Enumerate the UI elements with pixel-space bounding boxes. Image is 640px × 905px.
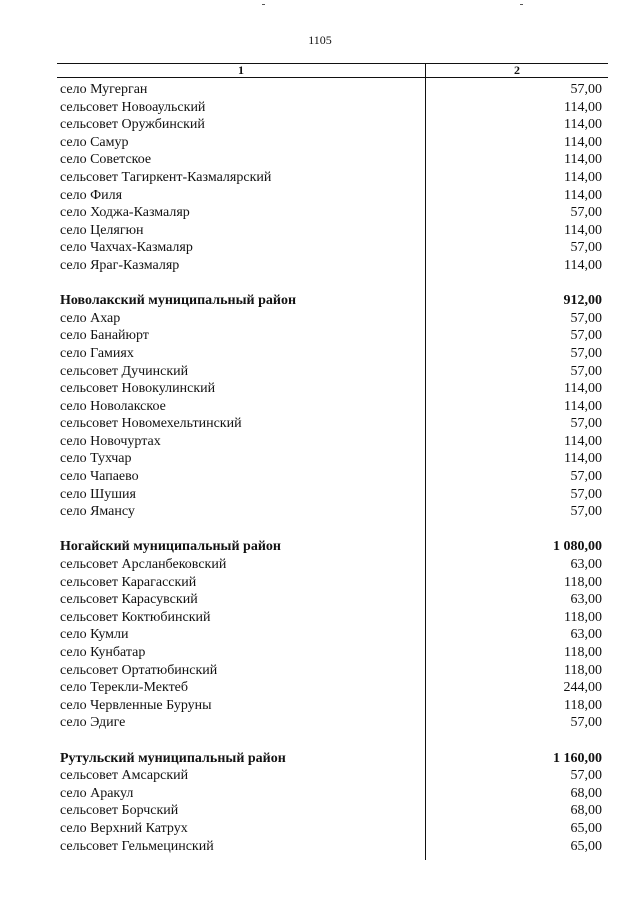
district-total: 1 080,00 bbox=[553, 539, 602, 555]
settlement-name: село Гамиях bbox=[60, 345, 134, 361]
settlement-value: 57,00 bbox=[570, 240, 602, 256]
settlement-name: сельсовет Коктюбинский bbox=[60, 609, 211, 625]
settlement-name: село Новочуртах bbox=[60, 433, 161, 449]
settlement-name: село Верхний Катрух bbox=[60, 820, 188, 836]
table-row bbox=[57, 556, 608, 574]
district-total: 912,00 bbox=[563, 293, 602, 309]
settlement-name: сельсовет Новомехельтинский bbox=[60, 416, 242, 432]
district-row bbox=[57, 538, 608, 556]
settlement-value: 118,00 bbox=[564, 574, 602, 590]
settlement-name: сельсовет Арсланбековский bbox=[60, 557, 227, 573]
table-row bbox=[57, 415, 608, 433]
settlement-name: село Филя bbox=[60, 187, 123, 203]
settlement-name: село Червленные Буруны bbox=[60, 697, 212, 713]
table-row bbox=[57, 785, 608, 803]
table-body bbox=[57, 81, 608, 855]
settlement-name: село Мугерган bbox=[60, 82, 148, 97]
table-row bbox=[57, 345, 608, 363]
settlement-name: сельсовет Новокулинский bbox=[60, 381, 216, 397]
spacer-row bbox=[57, 521, 608, 539]
settlement-value: 114,00 bbox=[564, 257, 602, 273]
settlement-value: 114,00 bbox=[564, 433, 602, 449]
settlement-value: 118,00 bbox=[564, 645, 602, 660]
allocation-table bbox=[57, 63, 608, 860]
page-number: 1105 bbox=[308, 33, 332, 47]
settlement-name: сельсовет Карасувский bbox=[60, 592, 198, 608]
scan-mark bbox=[520, 4, 523, 5]
settlement-value: 57,00 bbox=[570, 504, 602, 520]
scan-mark bbox=[262, 4, 265, 5]
settlement-name: село Тухчар bbox=[60, 451, 132, 467]
table-row bbox=[57, 679, 608, 697]
table-row bbox=[57, 468, 608, 486]
settlement-name: село Самур bbox=[60, 134, 129, 150]
settlement-value: 65,00 bbox=[570, 838, 602, 854]
settlement-value: 118,00 bbox=[564, 662, 602, 678]
settlement-value: 57,00 bbox=[570, 416, 602, 432]
table-row bbox=[57, 820, 608, 838]
settlement-name: сельсовет Оружбинский bbox=[60, 117, 205, 133]
settlement-value: 63,00 bbox=[570, 627, 602, 643]
settlement-value: 57,00 bbox=[570, 310, 602, 326]
table-row bbox=[57, 222, 608, 240]
settlement-name: село Ахар bbox=[60, 310, 121, 326]
settlement-value: 118,00 bbox=[564, 609, 602, 625]
district-name: Ногайский муниципальный район bbox=[60, 539, 281, 555]
settlement-name: село Советское bbox=[60, 152, 152, 168]
settlement-name: сельсовет Борчский bbox=[60, 803, 179, 819]
settlement-value: 57,00 bbox=[570, 715, 602, 731]
settlement-value: 114,00 bbox=[564, 169, 602, 185]
table-row bbox=[57, 714, 608, 732]
table-row bbox=[57, 838, 608, 856]
table-row bbox=[57, 239, 608, 257]
settlement-value: 114,00 bbox=[564, 99, 602, 115]
settlement-name: сельсовет Ортатюбинский bbox=[60, 662, 218, 678]
settlement-value: 57,00 bbox=[570, 768, 602, 784]
table-header-rule bbox=[57, 77, 608, 78]
settlement-name: сельсовет Карагасский bbox=[60, 574, 197, 590]
settlement-name: село Кунбатар bbox=[60, 645, 146, 660]
settlement-name: село Шушия bbox=[60, 486, 136, 502]
settlement-name: село Новолакское bbox=[60, 398, 166, 414]
table-row bbox=[57, 644, 608, 662]
table-row bbox=[57, 574, 608, 592]
settlement-name: сельсовет Новоаульский bbox=[60, 99, 206, 115]
settlement-value: 63,00 bbox=[570, 592, 602, 608]
settlement-value: 57,00 bbox=[570, 469, 602, 485]
settlement-value: 114,00 bbox=[564, 398, 602, 414]
table-row bbox=[57, 380, 608, 398]
settlement-value: 118,00 bbox=[564, 697, 602, 713]
district-name: Новолакский муниципальный район bbox=[60, 293, 297, 309]
table-row bbox=[57, 363, 608, 381]
settlement-name: село Кумли bbox=[60, 627, 129, 643]
settlement-value: 68,00 bbox=[570, 785, 602, 801]
settlement-value: 63,00 bbox=[570, 557, 602, 573]
settlement-value: 114,00 bbox=[564, 134, 602, 150]
column-header-1: 1 bbox=[238, 63, 244, 77]
table-row bbox=[57, 398, 608, 416]
settlement-name: село Ходжа-Казмаляр bbox=[60, 205, 190, 221]
settlement-value: 114,00 bbox=[564, 451, 602, 467]
table-row bbox=[57, 187, 608, 205]
settlement-value: 114,00 bbox=[564, 381, 602, 397]
settlement-value: 57,00 bbox=[570, 82, 602, 97]
table-row bbox=[57, 609, 608, 627]
table-row bbox=[57, 169, 608, 187]
table-row bbox=[57, 486, 608, 504]
spacer-row bbox=[57, 275, 608, 293]
spacer-row bbox=[57, 732, 608, 750]
settlement-name: село Ямансу bbox=[60, 504, 135, 520]
settlement-value: 65,00 bbox=[570, 820, 602, 836]
settlement-name: село Аракул bbox=[60, 785, 134, 801]
table-row bbox=[57, 134, 608, 152]
table-row bbox=[57, 450, 608, 468]
settlement-value: 114,00 bbox=[564, 187, 602, 203]
settlement-name: село Чахчах-Казмаляр bbox=[60, 240, 193, 256]
district-name: Рутульский муниципальный район bbox=[60, 750, 286, 766]
table-row bbox=[57, 116, 608, 134]
settlement-name: сельсовет Амсарский bbox=[60, 768, 189, 784]
settlement-name: село Терекли-Мектеб bbox=[60, 680, 189, 696]
settlement-name: село Яраг-Казмаляр bbox=[60, 257, 180, 273]
table-row bbox=[57, 81, 608, 99]
table-row bbox=[57, 503, 608, 521]
table-row bbox=[57, 626, 608, 644]
table-row bbox=[57, 204, 608, 222]
table-row bbox=[57, 151, 608, 169]
column-header-2: 2 bbox=[514, 63, 520, 77]
settlement-value: 114,00 bbox=[564, 117, 602, 133]
table-row bbox=[57, 802, 608, 820]
table-row bbox=[57, 767, 608, 785]
settlement-value: 114,00 bbox=[564, 152, 602, 168]
district-row bbox=[57, 292, 608, 310]
settlement-value: 57,00 bbox=[570, 328, 602, 344]
settlement-name: сельсовет Дучинский bbox=[60, 363, 189, 379]
settlement-name: сельсовет Гельмецинский bbox=[60, 838, 214, 854]
settlement-name: село Чапаево bbox=[60, 469, 139, 485]
table-row bbox=[57, 310, 608, 328]
settlement-name: село Банайюрт bbox=[60, 328, 149, 344]
table-row bbox=[57, 99, 608, 117]
settlement-name: село Целягюн bbox=[60, 222, 144, 238]
settlement-value: 57,00 bbox=[570, 486, 602, 502]
settlement-value: 68,00 bbox=[570, 803, 602, 819]
table-row bbox=[57, 591, 608, 609]
settlement-name: сельсовет Тагиркент-Казмалярский bbox=[60, 169, 272, 185]
table-row bbox=[57, 697, 608, 715]
district-row bbox=[57, 750, 608, 768]
table-row bbox=[57, 433, 608, 451]
district-total: 1 160,00 bbox=[553, 750, 602, 766]
settlement-value: 57,00 bbox=[570, 205, 602, 221]
settlement-name: село Эдиге bbox=[60, 715, 126, 731]
table-row bbox=[57, 662, 608, 680]
table-row bbox=[57, 327, 608, 345]
settlement-value: 114,00 bbox=[564, 222, 602, 238]
settlement-value: 244,00 bbox=[563, 680, 602, 696]
table-row bbox=[57, 257, 608, 275]
settlement-value: 57,00 bbox=[570, 345, 602, 361]
settlement-value: 57,00 bbox=[570, 363, 602, 379]
